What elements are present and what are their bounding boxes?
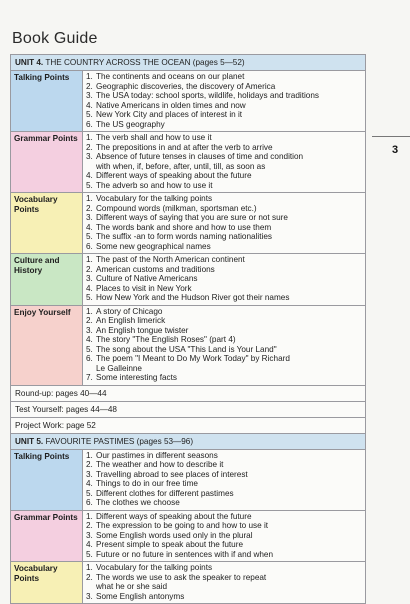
item-text: The USA today: school sports, wildlife, holidays and traditions	[96, 91, 319, 100]
list-item	[86, 550, 362, 560]
round-up-line: Round-up: pages 40—44	[11, 386, 365, 402]
item-text: The expression to be going to and how to use it	[96, 521, 269, 530]
section-row	[11, 132, 365, 193]
section-items	[83, 511, 365, 562]
item-text: Culture of Native Americans	[96, 274, 198, 283]
item-number: 4.	[86, 100, 93, 110]
item-text: How New York and the Hudson River got their names	[96, 293, 290, 302]
item-number: 4.	[86, 479, 93, 488]
section-row	[11, 306, 365, 386]
item-text: Absence of future tenses in clauses of time and condition	[96, 152, 304, 161]
list-item	[86, 143, 362, 153]
item-number: 4.	[86, 540, 93, 549]
list-item	[86, 316, 362, 326]
unit-title: THE COUNTRY ACROSS THE OCEAN (pages 5—52)	[45, 58, 245, 67]
section-label-grammar-points: Grammar Points	[11, 511, 83, 562]
item-number: 3.	[86, 91, 93, 100]
item-number	[86, 582, 96, 592]
item-text: The story "The English Roses" (part 4)	[96, 335, 236, 344]
list-item	[86, 171, 362, 181]
item-text: Different ways of speaking about the future	[96, 511, 252, 521]
list-item	[86, 479, 362, 489]
item-number: 3.	[86, 213, 93, 222]
list-item	[86, 470, 362, 480]
list-item	[86, 373, 362, 383]
item-text: The words bank and shore and how to use them	[96, 222, 272, 232]
item-text: Some English words used only in the plural	[96, 530, 253, 540]
item-text: Different ways of speaking about the future	[96, 171, 252, 180]
unit-header	[11, 434, 365, 450]
list-item	[86, 498, 362, 508]
item-text: Present simple to speak about the future	[96, 540, 244, 549]
section-label-vocabulary-points: Vocabulary Points	[11, 562, 83, 603]
item-number: 5.	[86, 293, 93, 302]
item-text: The words we use to ask the speaker to repeat	[96, 572, 267, 582]
item-text: Different ways of saying that you are sure or not sure	[96, 213, 288, 222]
item-number: 3.	[86, 591, 93, 601]
section-label-vocabulary-points: Vocabulary Points	[11, 193, 83, 253]
section-items	[83, 562, 365, 603]
item-text: with when, if, before, after, until, till, as soon as	[96, 161, 266, 171]
item-text: The verb shall and how to use it	[96, 133, 212, 142]
item-number	[86, 364, 96, 374]
item-number: 6.	[86, 354, 93, 363]
item-text: Things to do in our free time	[96, 479, 198, 488]
section-items	[83, 193, 365, 253]
item-text: A story of Chicago	[96, 306, 163, 316]
list-item	[86, 133, 362, 143]
list-item	[86, 563, 362, 573]
list-item	[86, 91, 362, 101]
item-text: Some new geographical names	[96, 241, 211, 251]
item-number: 2.	[86, 81, 93, 91]
item-number: 5.	[86, 180, 93, 190]
list-item	[86, 72, 362, 82]
item-text: Vocabulary for the talking points	[96, 563, 213, 572]
item-number: 4.	[86, 335, 93, 344]
item-number: 2.	[86, 203, 93, 213]
list-item	[86, 489, 362, 499]
book-guide-table	[10, 54, 366, 604]
list-item	[86, 573, 362, 583]
list-item	[86, 204, 362, 214]
list-item	[86, 326, 362, 336]
section-label-culture-history: Culture and History	[11, 254, 83, 305]
section-items	[83, 132, 365, 192]
list-item	[86, 293, 362, 303]
item-text: Compound words (milkman, sportsman etc.)	[96, 203, 257, 213]
item-text: Some interesting facts	[96, 373, 178, 382]
item-text: The prepositions in and at after the verb to arrive	[96, 142, 273, 152]
list-item	[86, 460, 362, 470]
list-item	[86, 255, 362, 265]
item-number: 1.	[86, 306, 93, 316]
item-text: Different clothes for different pastimes	[96, 488, 234, 498]
item-number: 2.	[86, 521, 93, 530]
list-item	[86, 307, 362, 317]
item-text: An English limerick	[96, 316, 166, 325]
section-items	[83, 254, 365, 305]
page-divider	[372, 136, 410, 137]
list-item	[86, 101, 362, 111]
list-item	[86, 354, 362, 364]
list-item	[86, 152, 362, 162]
item-text: American customs and traditions	[96, 264, 215, 274]
item-text: Le Galleinne	[96, 363, 142, 373]
list-item	[86, 120, 362, 130]
item-text: Places to visit in New York	[96, 283, 192, 293]
section-label-enjoy-yourself: Enjoy Yourself	[11, 306, 83, 385]
list-item	[86, 232, 362, 242]
item-number: 5.	[86, 488, 93, 498]
project-work-line: Project Work: page 52	[11, 418, 365, 434]
item-text: what he or she said	[96, 582, 168, 591]
item-number: 2.	[86, 142, 93, 152]
section-row	[11, 511, 365, 563]
item-text: The past of the North American continent	[96, 255, 245, 264]
item-number: 2.	[86, 316, 93, 325]
list-item	[86, 364, 362, 374]
section-label-talking-points: Talking Points	[11, 71, 83, 131]
item-number: 6.	[86, 241, 93, 251]
list-item	[86, 512, 362, 522]
list-item	[86, 335, 362, 345]
list-item	[86, 592, 362, 602]
item-number: 1.	[86, 511, 93, 521]
item-number: 1.	[86, 194, 93, 203]
item-number: 5.	[86, 232, 93, 241]
section-items	[83, 450, 365, 510]
page-title: Book Guide	[12, 30, 98, 47]
item-text: The song about the USA "This Land is Your Land"	[96, 344, 277, 354]
item-text: The adverb so and how to use it	[96, 180, 213, 190]
item-text: Some English antonyms	[96, 591, 185, 601]
unit-title: FAVOURITE PASTIMES (pages 53—96)	[45, 436, 194, 446]
item-number: 6.	[86, 498, 93, 507]
section-row	[11, 450, 365, 511]
item-number: 1.	[86, 133, 93, 142]
item-text: The weather and how to describe it	[96, 460, 224, 469]
item-number: 6.	[86, 119, 93, 129]
item-number	[86, 162, 96, 172]
section-row	[11, 193, 365, 254]
item-text: New York City and places of interest in it	[96, 110, 243, 119]
list-item	[86, 540, 362, 550]
list-item	[86, 82, 362, 92]
item-number: 4.	[86, 283, 93, 293]
list-item	[86, 181, 362, 191]
unit-number: UNIT 4.	[15, 58, 44, 67]
list-item	[86, 582, 362, 592]
list-item	[86, 345, 362, 355]
list-item	[86, 265, 362, 275]
item-number: 3.	[86, 530, 93, 540]
section-label-grammar-points: Grammar Points	[11, 132, 83, 192]
list-item	[86, 531, 362, 541]
list-item	[86, 110, 362, 120]
list-item	[86, 213, 362, 223]
item-text: Native Americans in olden times and now	[96, 100, 246, 110]
item-number: 1.	[86, 72, 93, 81]
item-text: Future or no future in sentences with if and when	[96, 549, 274, 559]
item-text: Travelling abroad to see places of interest	[96, 469, 248, 479]
item-number: 1.	[86, 563, 93, 572]
list-item	[86, 521, 362, 531]
section-label-talking-points: Talking Points	[11, 450, 83, 510]
item-text: The continents and oceans on our planet	[96, 72, 245, 81]
item-text: Vocabulary for the talking points	[96, 194, 213, 203]
item-number: 1.	[86, 450, 93, 460]
item-number: 4.	[86, 171, 93, 180]
section-row	[11, 71, 365, 132]
item-text: Geographic discoveries, the discovery of America	[96, 81, 276, 91]
list-item	[86, 242, 362, 252]
section-items	[83, 306, 365, 385]
test-yourself-line: Test Yourself: pages 44—48	[11, 402, 365, 418]
item-number: 5.	[86, 549, 93, 559]
section-row	[11, 562, 365, 604]
item-number: 7.	[86, 373, 93, 382]
item-number: 3.	[86, 274, 93, 283]
item-number: 2.	[86, 264, 93, 274]
item-text: Our pastimes in different seasons	[96, 450, 218, 460]
item-number: 4.	[86, 222, 93, 232]
list-item	[86, 284, 362, 294]
item-number: 3.	[86, 152, 93, 161]
item-text: The clothes we choose	[96, 498, 180, 507]
item-text: The US geography	[96, 119, 165, 129]
list-item	[86, 194, 362, 204]
unit-number: UNIT 5.	[15, 436, 44, 446]
section-row	[11, 254, 365, 306]
item-number: 5.	[86, 344, 93, 354]
item-text: The suffix -an to form words naming nationalities	[96, 232, 272, 241]
item-number: 1.	[86, 255, 93, 264]
list-item	[86, 451, 362, 461]
item-number: 2.	[86, 460, 93, 469]
item-text: The poem "I Meant to Do My Work Today" by Richard	[96, 354, 290, 363]
list-item	[86, 162, 362, 172]
item-text: An English tongue twister	[96, 325, 189, 335]
unit-header	[11, 55, 365, 71]
section-items	[83, 71, 365, 131]
item-number: 3.	[86, 325, 93, 335]
list-item	[86, 274, 362, 284]
page-number: 3	[392, 144, 399, 156]
item-number: 3.	[86, 469, 93, 479]
list-item	[86, 223, 362, 233]
item-number: 2.	[86, 572, 93, 582]
item-number: 5.	[86, 110, 93, 119]
